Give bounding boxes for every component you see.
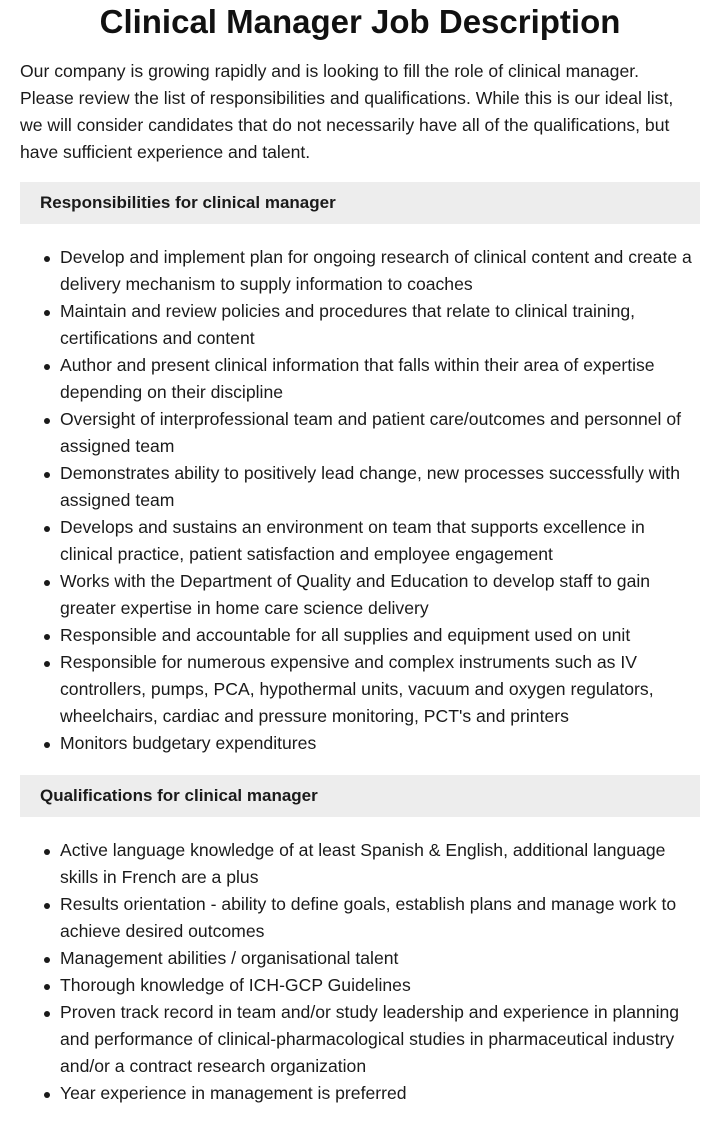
list-item: Develop and implement plan for ongoing research of clinical content and create a delivery mechanism to supply information to coaches [60,244,700,298]
list-item: Responsible for numerous expensive and complex instruments such as IV controllers, pumps, PCA, hypothermal units, vacuum and oxygen regulators, wheelchairs, cardiac and pressure monitoring, PCT's and printers [60,649,700,730]
list-item: Monitors budgetary expenditures [60,730,700,757]
list-item: Year experience in management is preferred [60,1080,700,1107]
list-item: Works with the Department of Quality and Education to develop staff to gain greater expertise in home care science delivery [60,568,700,622]
list-item: Author and present clinical information that falls within their area of expertise depending on their discipline [60,352,700,406]
responsibilities-list [20,244,700,757]
page-title: Clinical Manager Job Description [99,3,621,40]
list-item: Develops and sustains an environment on team that supports excellence in clinical practice, patient satisfaction and employee engagement [60,514,700,568]
list-item: Results orientation - ability to define goals, establish plans and manage work to achieve desired outcomes [60,891,700,945]
list-item: Oversight of interprofessional team and patient care/outcomes and personnel of assigned team [60,406,700,460]
list-item: Active language knowledge of at least Spanish & English, additional language skills in French are a plus [60,837,700,891]
list-item: Maintain and review policies and procedures that relate to clinical training, certifications and content [60,298,700,352]
responsibilities-heading: Responsibilities for clinical manager [20,182,700,224]
intro-paragraph: Our company is growing rapidly and is looking to fill the role of clinical manager. Please review the list of responsibilities and qualifications. While this is our ideal list, we will consider candidates that do not necessarily have all of the qualifications, but have sufficient experience and talent. [20,61,674,162]
qualifications-heading: Qualifications for clinical manager [20,775,700,817]
list-item: Demonstrates ability to positively lead change, new processes successfully with assigned team [60,460,700,514]
list-item: Proven track record in team and/or study leadership and experience in planning and performance of clinical-pharmacological studies in pharmaceutical industry and/or a contract research organization [60,999,700,1080]
list-item: Management abilities / organisational talent [60,945,700,972]
list-item: Responsible and accountable for all supplies and equipment used on unit [60,622,700,649]
list-item: Thorough knowledge of ICH-GCP Guidelines [60,972,700,999]
qualifications-list [20,837,700,1107]
